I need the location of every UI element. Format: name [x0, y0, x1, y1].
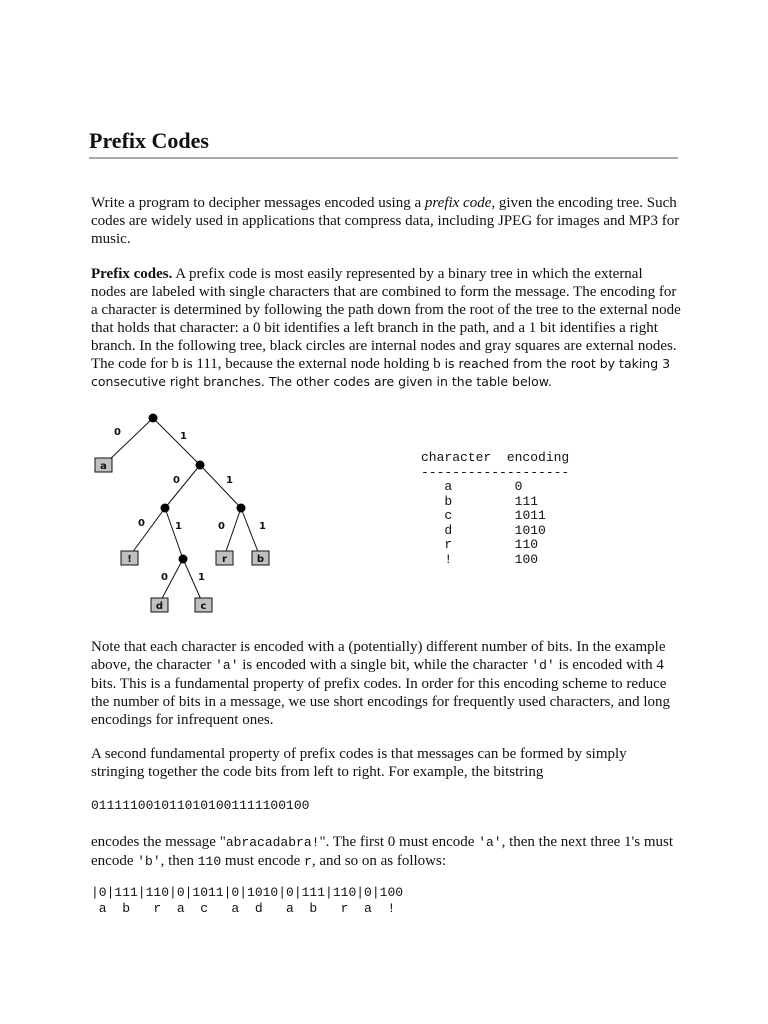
table-header: character encoding: [421, 450, 570, 465]
edge-label-0: 0: [114, 427, 121, 438]
table-row: d 1010: [444, 522, 546, 538]
page-title: Prefix Codes: [89, 128, 209, 153]
leaf-label-r: r: [222, 554, 227, 565]
internal-node: [149, 414, 158, 423]
leaf-label-b: b: [256, 554, 265, 565]
code-d: 'd': [531, 658, 555, 673]
table-row: c 1011: [444, 508, 546, 523]
code-a: 'a': [215, 658, 239, 673]
internal-nodes: [149, 414, 246, 564]
internal-node: [161, 504, 170, 513]
table-row: a 0: [444, 479, 523, 494]
encoding-table: [421, 451, 569, 567]
intro-paragraph: [91, 194, 681, 248]
tree-edge: [129, 508, 165, 557]
table-row: ! 100: [444, 551, 539, 567]
second-property-paragraph: A second fundamental property of prefix codes is that messages can be formed by simply stringing together the code bits from left to right. For example, the bitstring: [91, 746, 627, 780]
tree-edge: [224, 508, 241, 557]
table-separator: -------------------: [421, 464, 570, 480]
edge-label-0: 0: [138, 518, 145, 529]
edge-label-1: 1: [180, 431, 187, 442]
edge-label-0: 0: [161, 572, 168, 583]
encoding-tree: [88, 408, 288, 618]
bitstring-example: 0111110010110101001111100100: [91, 798, 310, 813]
decode-explanation-paragraph: encodes the message "abracadabra!". The first 0 must encode 'a', then the next three 1's must encode 'b', then 110 must encode r, and so on as follows:: [91, 834, 674, 869]
edge-label-1: 1: [226, 475, 233, 486]
tree-edge: [200, 465, 241, 508]
title-rule: [89, 157, 678, 159]
tree-edge: [165, 508, 183, 559]
leaf-labels: [100, 461, 264, 612]
decode-bits-line: |0|111|110|0|1011|0|1010|0|111|110|0|100: [91, 885, 404, 900]
prefix-codes-heading: Prefix codes.: [91, 266, 173, 282]
intro-text-2: , given the encoding tree. Such codes are widely used in applications that compress data, including JPEG for images and MP3 for music.: [91, 195, 680, 247]
tree-edge: [153, 418, 200, 465]
internal-node: [179, 555, 188, 564]
prefix-code-term: prefix code: [424, 195, 492, 211]
tree-edge: [165, 465, 200, 508]
leaf-label-d: d: [155, 601, 164, 612]
leaf-label-bang: !: [127, 554, 132, 565]
tree-edges: [104, 418, 260, 604]
edge-label-1: 1: [259, 521, 266, 532]
decode-breakdown: [91, 885, 403, 917]
prefix-codes-text-sans: is reached from the root by taking 3 consecutive right branches. The other codes are given in the table below.: [91, 356, 671, 389]
tree-edge: [241, 508, 260, 557]
table-row: b 111: [444, 493, 539, 509]
bits-property-paragraph: Note that each character is encoded with a (potentially) different number of bits. In the example above, the character 'a' is encoded with a single bit, while the character 'd' is encoded with 4 bits. This is a fundamental property of prefix codes. In order for this encoding scheme to reduce the number of bits in a message, we use short encodings for frequently used characters, and long encodings for infrequent ones.: [91, 639, 670, 728]
prefix-codes-text: A prefix code is most easily represented by a binary tree in which the external nodes are labeled with single characters that are combined to form the message. The encoding for a character is determined by following the path down from the root of the tree to the external node that holds that character: a 0 bit identifies a left branch in the path, and a 1 bit identifies a right branch. In the following tree, black circles are internal nodes and gray squares are external nodes. The code for b is 111, because the external node holding b: [91, 266, 681, 372]
edge-label-1: 1: [198, 572, 205, 583]
table-row: r 110: [444, 537, 539, 552]
internal-node: [237, 504, 246, 513]
intro-text-1: Write a program to decipher messages encoded using a: [91, 195, 425, 211]
leaf-label-c: c: [200, 601, 207, 612]
prefix-codes-paragraph: [91, 265, 681, 391]
decode-chars-line: a b r a c a d a b r a !: [91, 901, 396, 916]
edge-label-0: 0: [173, 475, 180, 486]
edge-label-1: 1: [175, 521, 182, 532]
leaf-boxes: [95, 458, 269, 612]
edge-label-0: 0: [218, 521, 225, 532]
message-code: abracadabra!: [225, 835, 320, 850]
internal-node: [196, 461, 205, 470]
leaf-label-a: a: [100, 461, 107, 472]
